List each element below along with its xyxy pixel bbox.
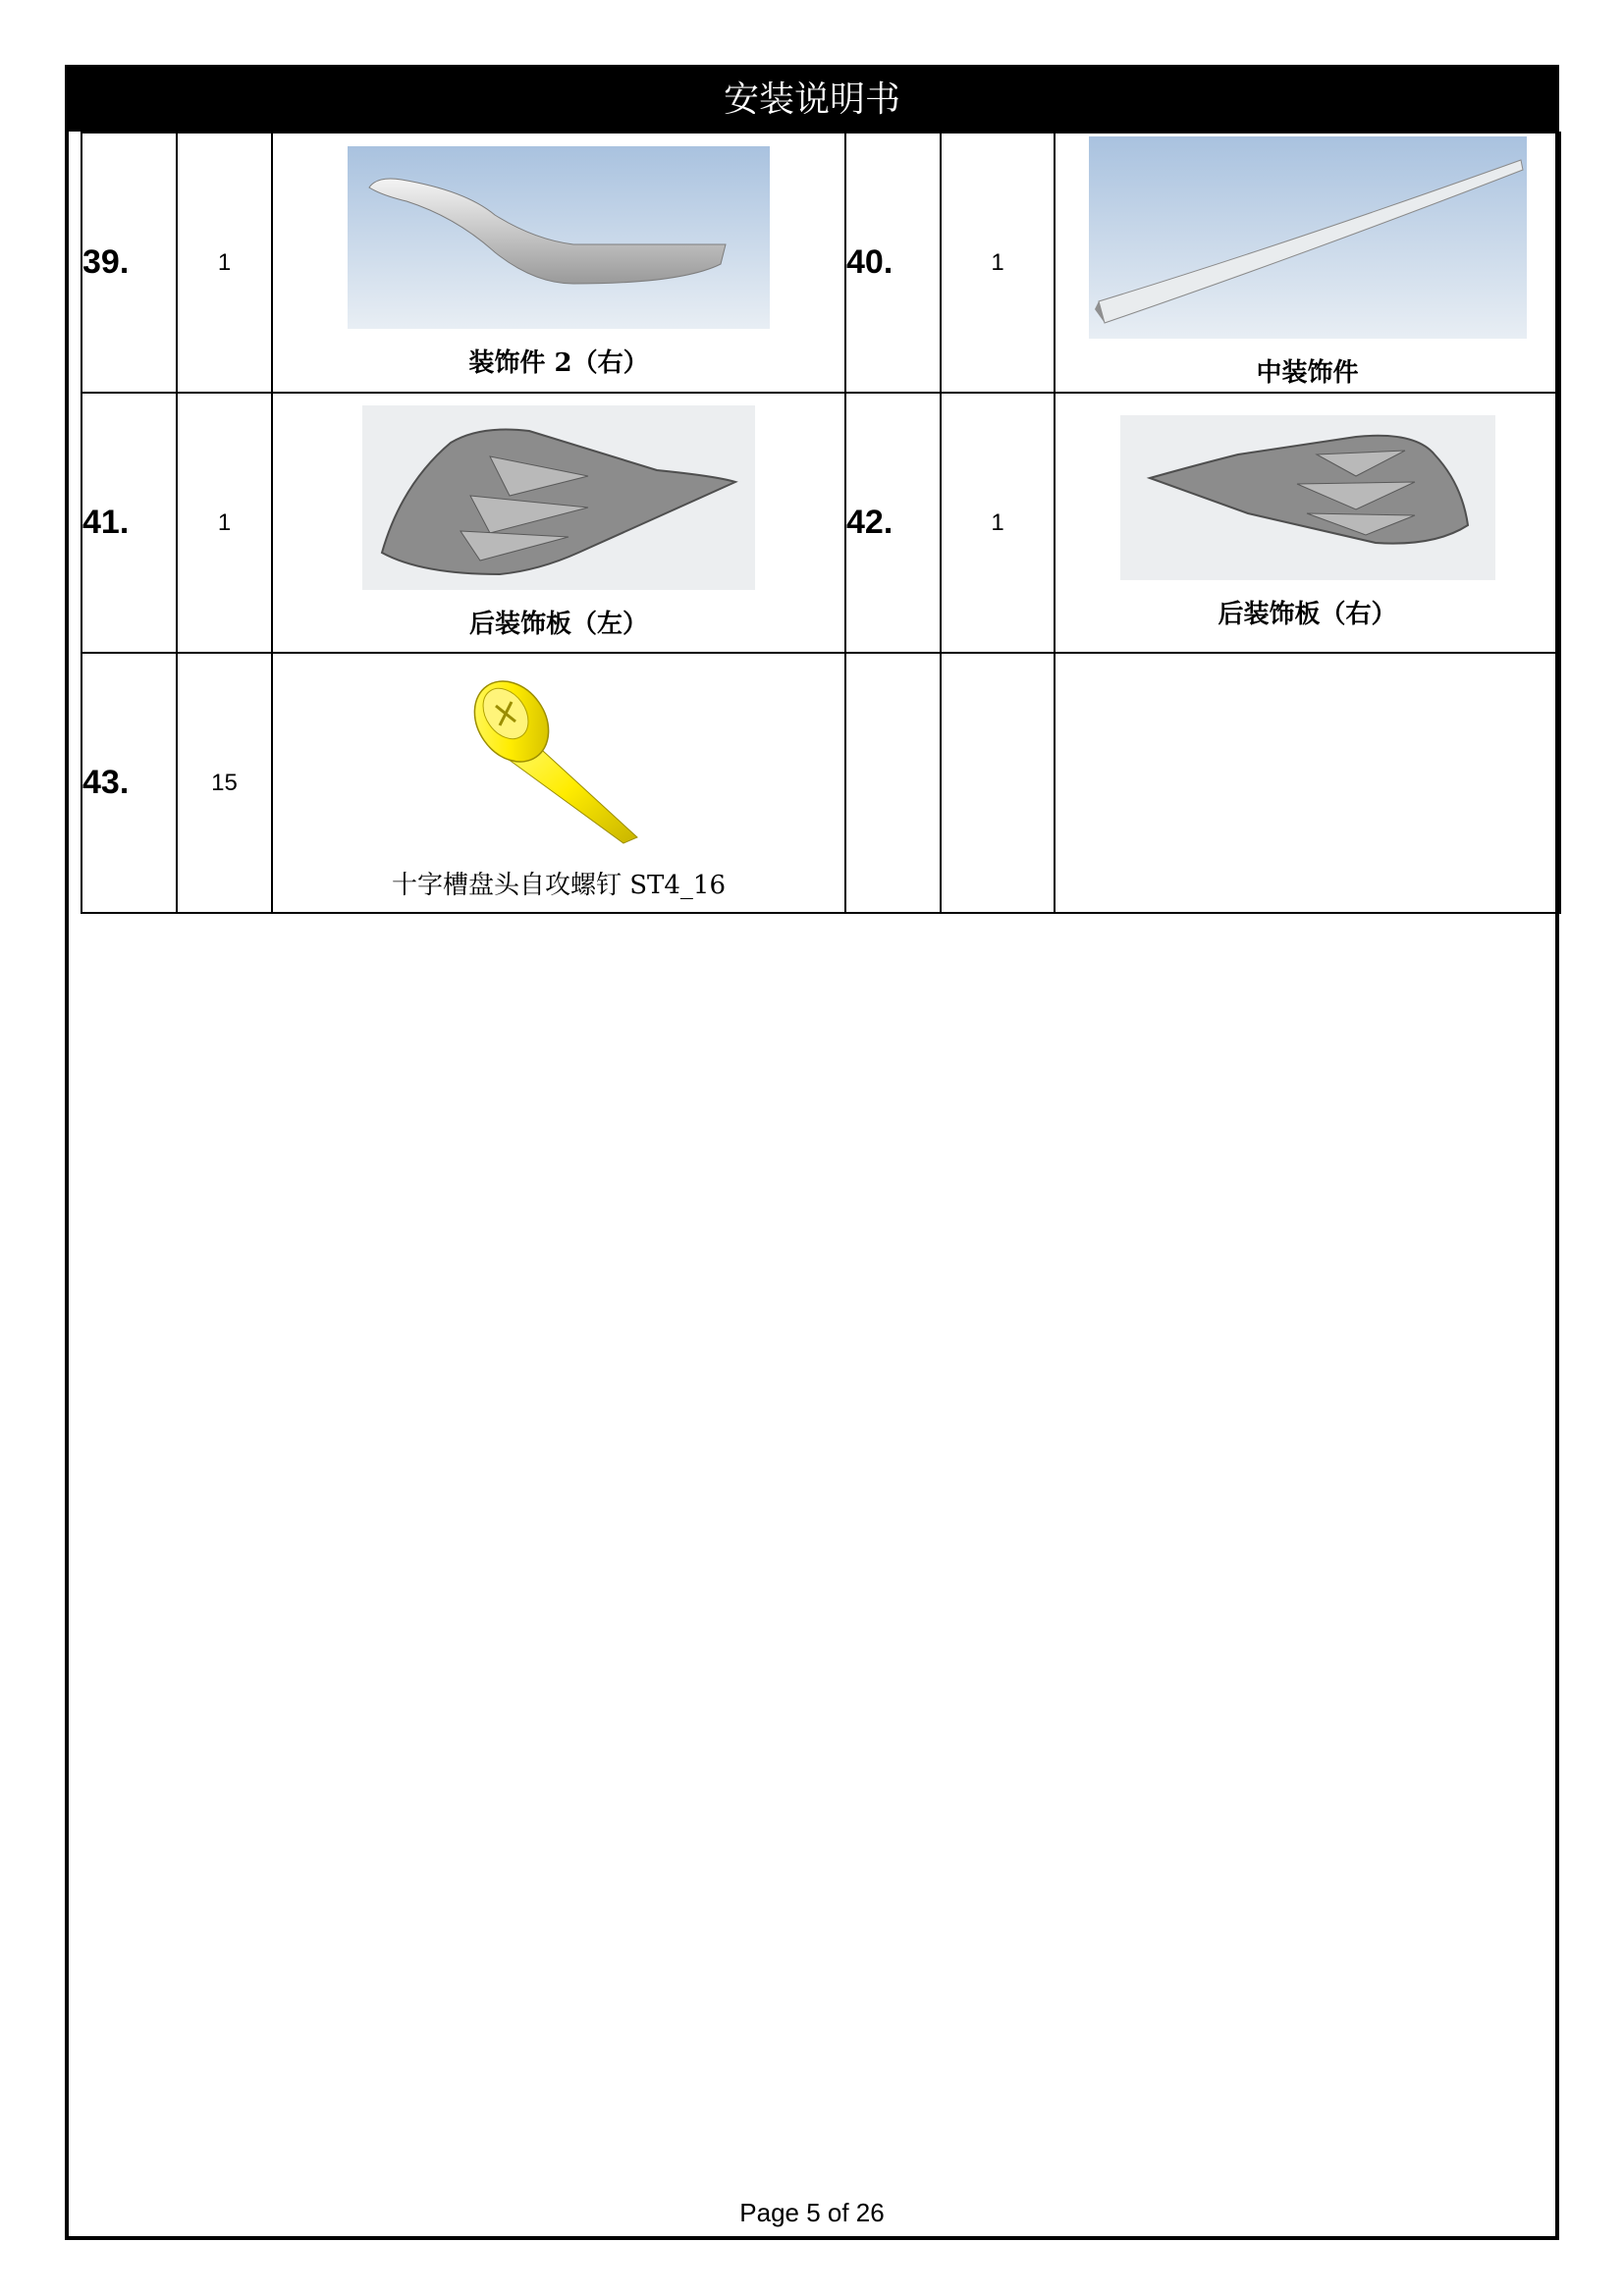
empty-cell [941,653,1055,913]
item-number: 42. [845,393,941,653]
self-tapping-screw-image [451,665,667,851]
parts-row [81,133,1560,393]
empty-cell [845,653,941,913]
empty-cell [1055,653,1560,913]
item-quantity: 1 [177,393,272,653]
right-trim-strip-image [348,146,770,329]
item-quantity: 15 [177,653,272,913]
item-number: 43. [81,653,177,913]
item-picture-cell [1055,393,1560,653]
document-title: 安装说明书 [69,69,1555,132]
item-number: 39. [81,133,177,393]
item-caption: 后装饰板（右） [1218,600,1397,629]
item-caption: 十字槽盘头自攻螺钉 ST4_16 [391,871,727,900]
item-caption: 装饰件 2（右） [468,348,649,378]
item-picture-cell [272,653,845,913]
item-picture-cell [272,393,845,653]
item-caption: 中装饰件 [1256,358,1359,388]
item-number: 40. [845,133,941,393]
page-frame [65,65,1559,2240]
rear-trim-panel-right-image [1120,415,1495,580]
parts-table [81,132,1561,914]
item-quantity: 1 [941,393,1055,653]
rear-trim-panel-left-image [362,405,755,590]
item-number: 41. [81,393,177,653]
item-caption: 后装饰板（左） [468,610,648,639]
page-number: Page 5 of 26 [739,2198,885,2227]
parts-row [81,653,1560,913]
parts-row [81,393,1560,653]
item-picture-cell [272,133,845,393]
center-trim-bar-image [1089,136,1527,339]
item-picture-cell [1055,133,1560,393]
item-quantity: 1 [941,133,1055,393]
item-quantity: 1 [177,133,272,393]
